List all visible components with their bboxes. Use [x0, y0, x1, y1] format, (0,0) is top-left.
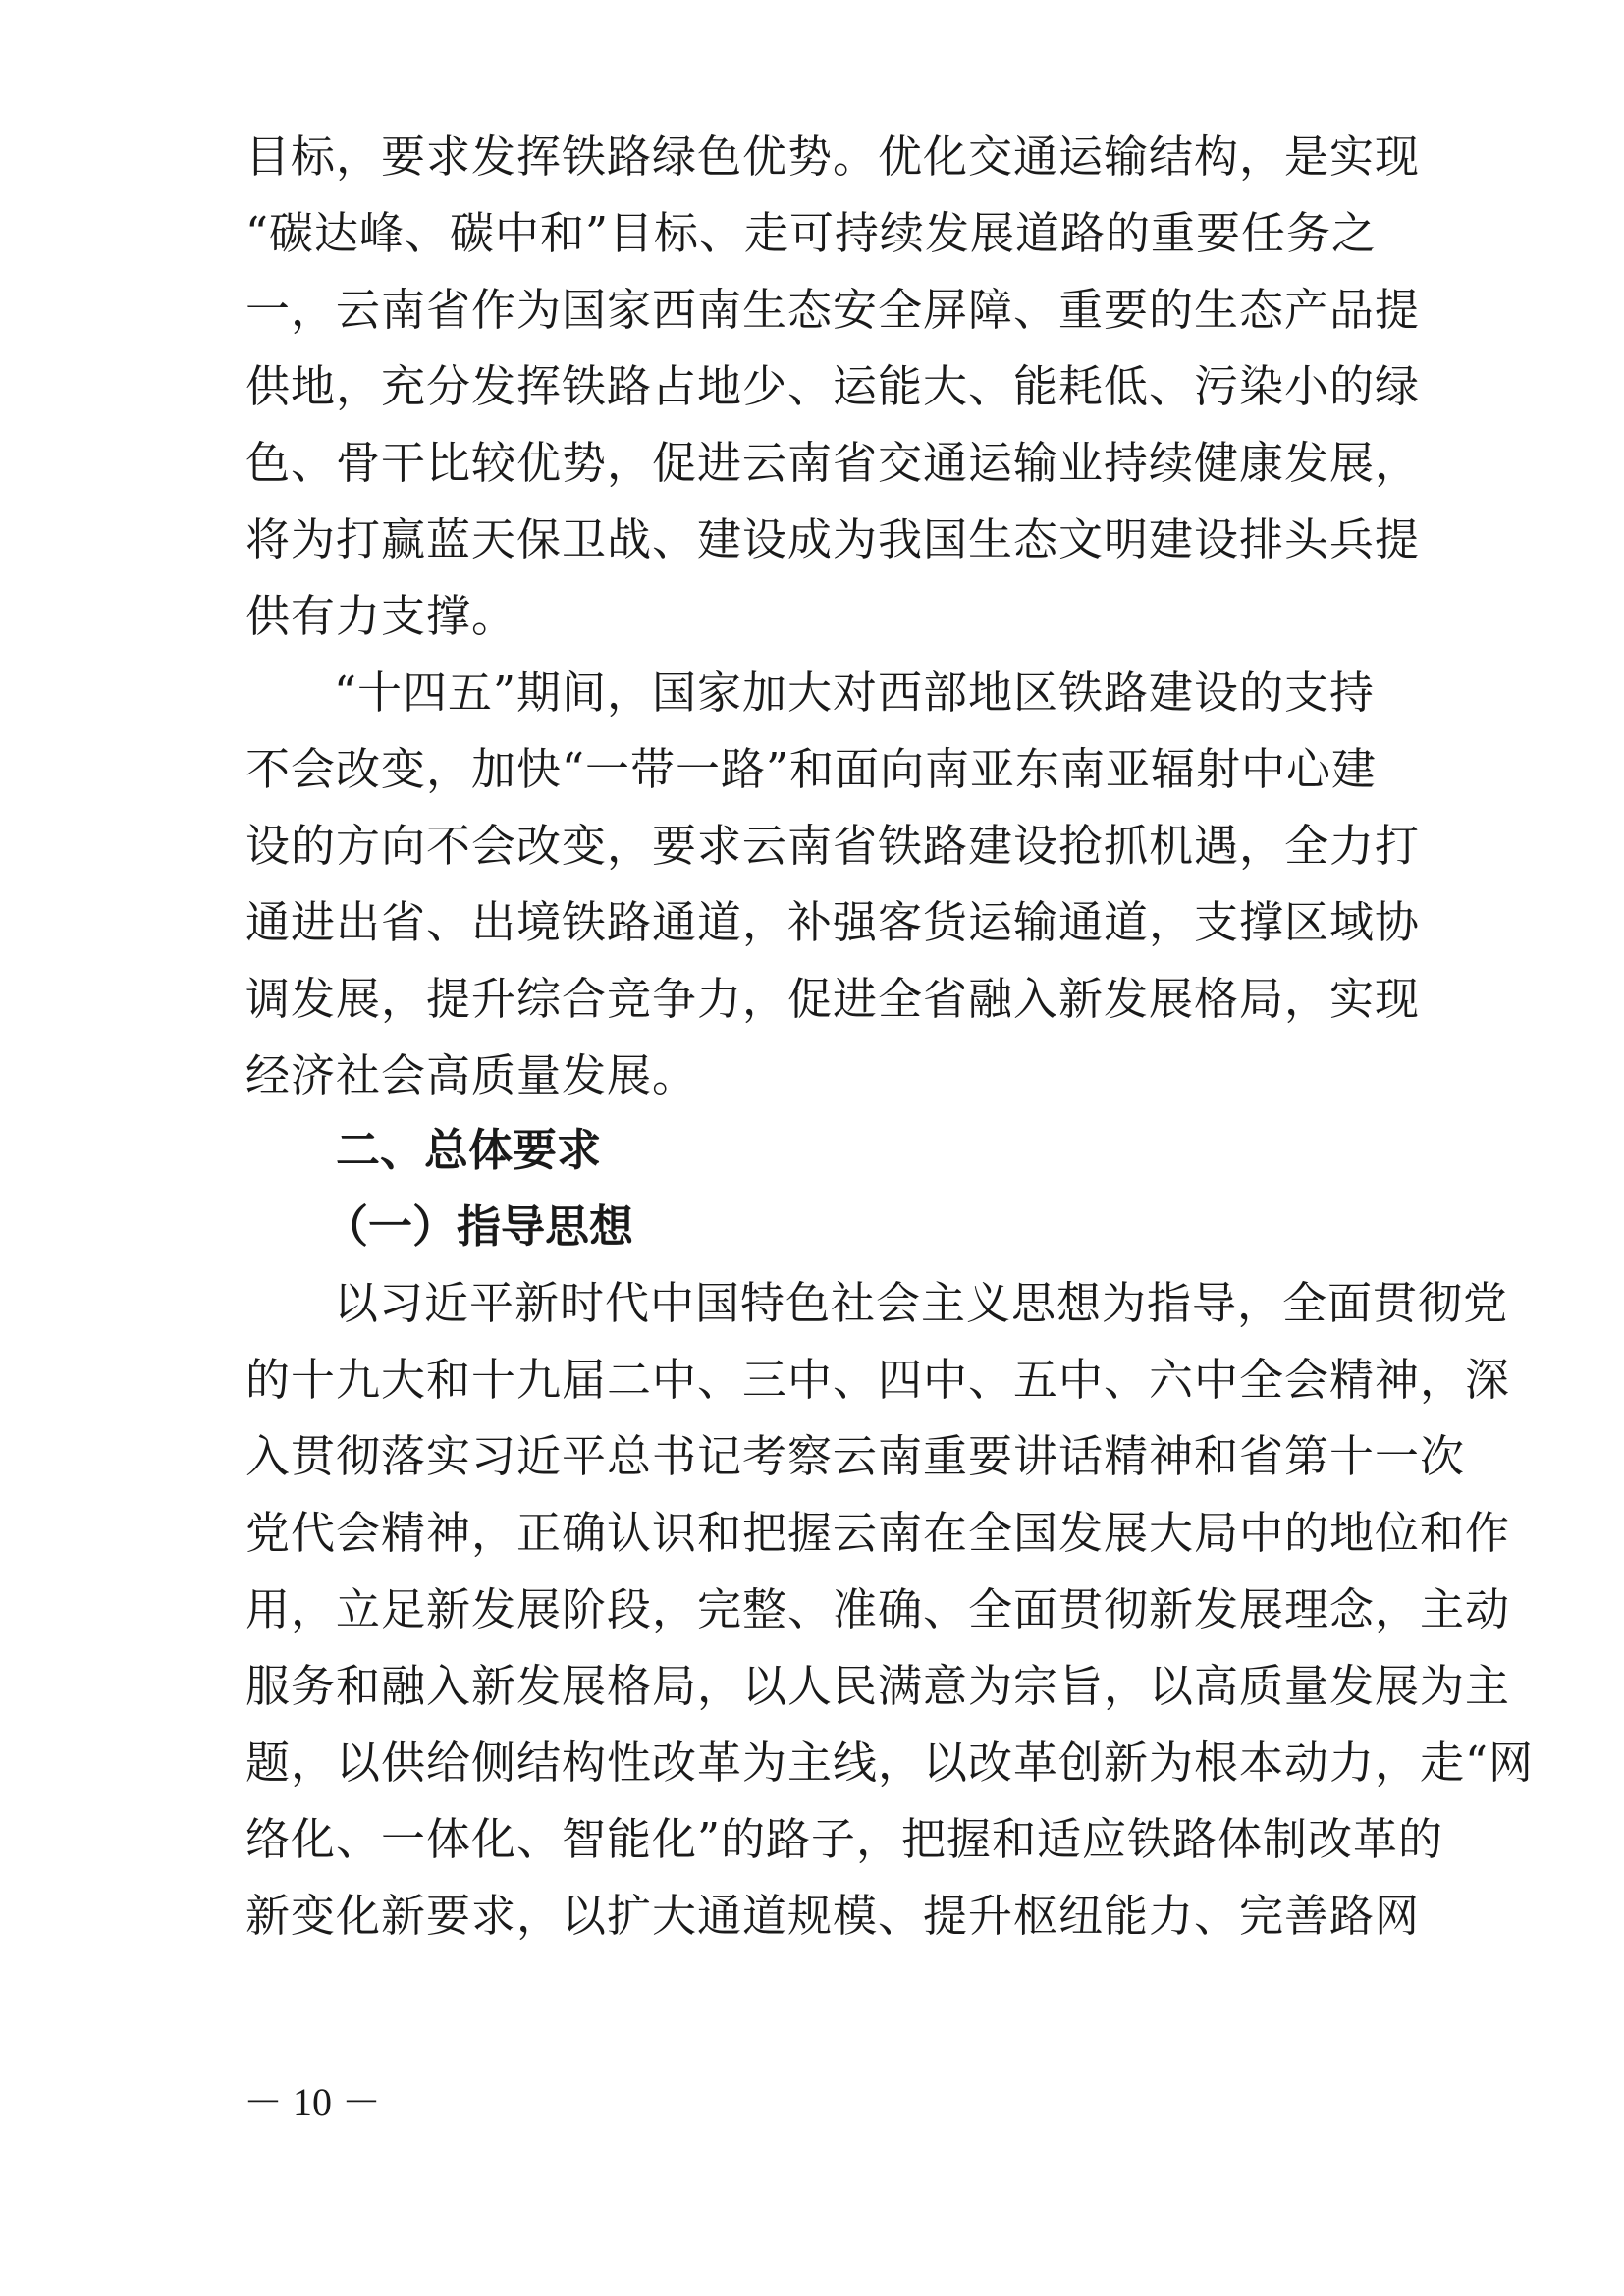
page-number: － 10 － [244, 2080, 381, 2124]
paragraph-3-line-4: 党代会精神，正确认识和把握云南在全国发展大局中的地位和作 [245, 1507, 1511, 1559]
paragraph-2-line-5: 调发展，提升综合竞争力，促进全省融入新发展格局，实现 [245, 973, 1421, 1025]
paragraph-3-line-6: 服务和融入新发展格局，以人民满意为宗旨，以高质量发展为主 [245, 1660, 1511, 1712]
paragraph-2-line-4: 通进出省、出境铁路通道，补强客货运输通道，支撑区域协 [245, 896, 1421, 948]
paragraph-3-line-9: 新变化新要求，以扩大通道规模、提升枢纽能力、完善路网 [245, 1890, 1421, 1942]
paragraph-2-line-2: 不会改变，加快“一带一路”和面向南亚东南亚辐射中心建 [245, 743, 1378, 795]
paragraph-2-line-3: 设的方向不会改变，要求云南省铁路建设抢抓机遇，全力打 [245, 820, 1421, 872]
paragraph-1-line-6: 将为打赢蓝天保卫战、建设成为我国生态文明建设排头兵提 [245, 513, 1421, 565]
paragraph-3-line-7: 题，以供给侧结构性改革为主线，以改革创新为根本动力，走“网 [245, 1736, 1535, 1789]
paragraph-2-line-1: “十四五”期间，国家加大对西部地区铁路建设的支持 [334, 667, 1376, 719]
paragraph-1-line-7: 供有力支撑。 [245, 590, 517, 642]
subsection-heading: （一）指导思想 [324, 1201, 634, 1253]
paragraph-3-line-8: 络化、一体化、智能化”的路子，把握和适应铁路体制改革的 [245, 1813, 1444, 1865]
paragraph-1-line-4: 供地，充分发挥铁路占地少、运能大、能耗低、污染小的绿 [245, 360, 1421, 412]
paragraph-2-line-6: 经济社会高质量发展。 [245, 1049, 698, 1101]
paragraph-3-line-3: 入贯彻落实习近平总书记考察云南重要讲话精神和省第十一次 [245, 1430, 1466, 1482]
paragraph-1-line-1: 目标，要求发挥铁路绿色优势。优化交通运输结构，是实现 [245, 131, 1421, 183]
paragraph-1-line-5: 色、骨干比较优势，促进云南省交通运输业持续健康发展， [245, 437, 1421, 489]
paragraph-3-line-5: 用，立足新发展阶段，完整、准确、全面贯彻新发展理念，主动 [245, 1583, 1511, 1635]
paragraph-3-line-2: 的十九大和十九届二中、三中、四中、五中、六中全会精神，深 [245, 1354, 1511, 1406]
paragraph-3-line-1: 以习近平新时代中国特色社会主义思想为指导，全面贯彻党 [334, 1277, 1509, 1329]
paragraph-1-line-2: “碳达峰、碳中和”目标、走可持续发展道路的重要任务之 [245, 207, 1378, 259]
section-heading: 二、总体要求 [336, 1124, 602, 1176]
paragraph-1-line-3: 一，云南省作为国家西南生态安全屏障、重要的生态产品提 [245, 284, 1421, 336]
